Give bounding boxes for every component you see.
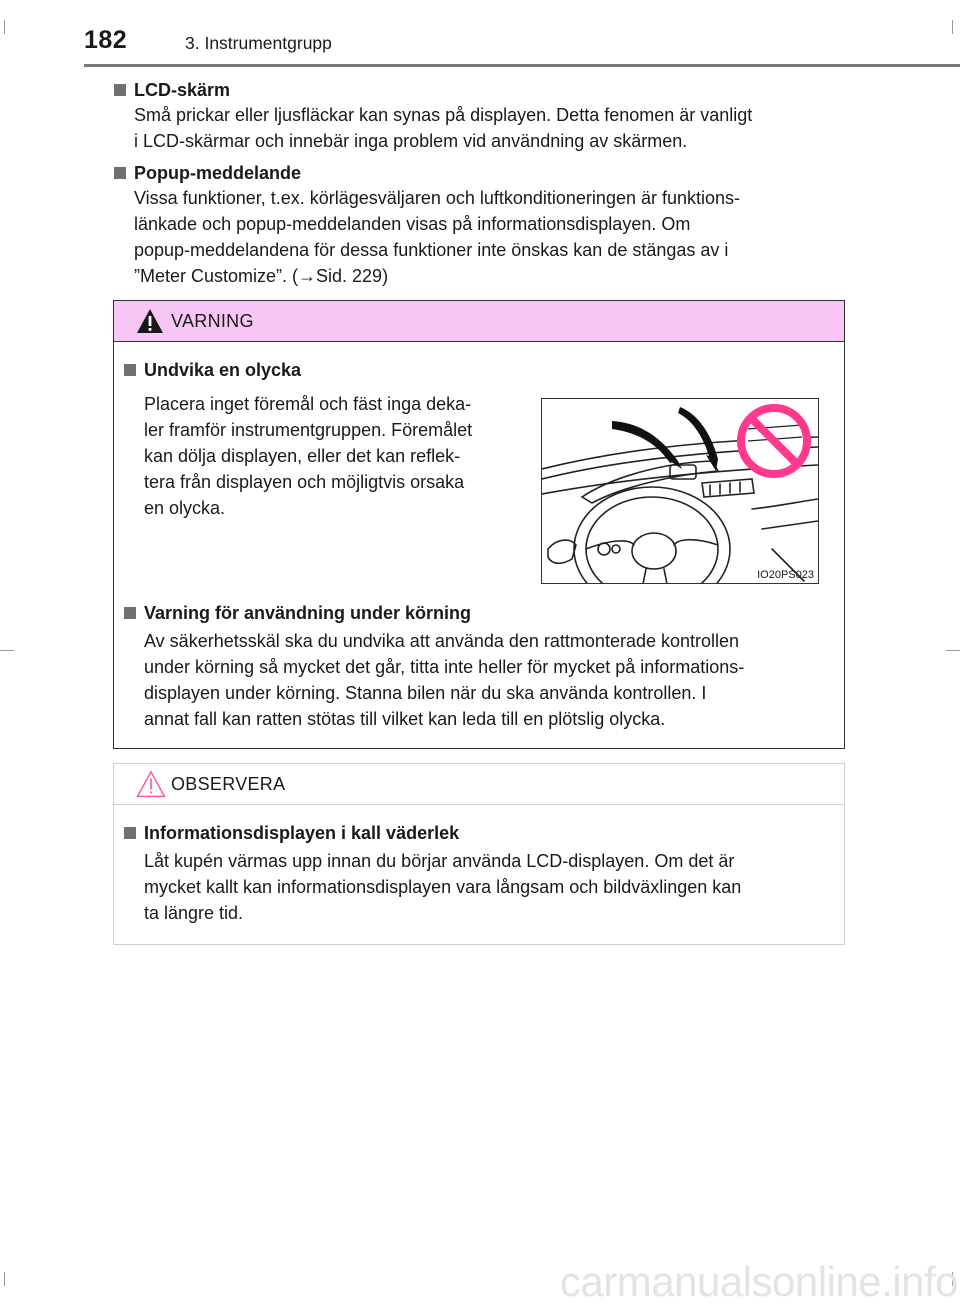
section-body xyxy=(134,102,826,154)
warning-box xyxy=(113,300,845,749)
body-line: Låt kupén värmas upp innan du börjar använda LCD-displayen. Om det är xyxy=(144,851,735,871)
body-line: displayen under körning. Stanna bilen när du ska använda kontrollen. I xyxy=(144,683,707,703)
warning-header xyxy=(114,301,844,342)
page-number: 182 xyxy=(84,26,128,54)
item-heading xyxy=(124,358,828,382)
notice-box xyxy=(113,763,845,945)
caution-triangle-icon xyxy=(136,770,166,798)
body-line: länkade och popup-meddelanden visas på informationsdisplayen. Om xyxy=(134,214,691,234)
body-line: annat fall kan ratten stötas till vilket kan leda till en plötslig olycka. xyxy=(144,709,666,729)
item-body xyxy=(144,628,828,732)
bullet-square-icon xyxy=(114,84,126,96)
body-line: popup-meddelandena för dessa funktioner inte önskas kan de stängas av i xyxy=(134,240,729,260)
item-body xyxy=(144,391,520,521)
watermark: carmanualsonline.info xyxy=(559,1258,958,1305)
section-popup xyxy=(114,161,826,289)
body-line: i LCD-skärmar och innebär inga problem vid användning av skärmen. xyxy=(134,131,688,151)
bullet-square-icon xyxy=(124,364,136,376)
body-line: ler framför instrumentgruppen. Föremålet xyxy=(144,420,473,440)
bullet-square-icon xyxy=(114,167,126,179)
section-title: LCD-skärm xyxy=(134,80,231,100)
body-line: Placera inget föremål och fäst inga deka- xyxy=(144,394,472,414)
warning-item-driving xyxy=(124,601,828,732)
body-line: under körning så mycket det går, titta inte heller för mycket på informations- xyxy=(144,657,745,677)
body-line: Små prickar eller ljusfläckar kan synas på displayen. Detta fenomen är vanligt xyxy=(134,105,753,125)
notice-title: OBSERVERA xyxy=(171,774,286,794)
section-lcd xyxy=(114,78,826,154)
body-line: ta längre tid. xyxy=(144,903,244,923)
page-header xyxy=(84,26,960,62)
body-line: tera från displayen och möjligtvis orsaka xyxy=(144,472,465,492)
item-heading xyxy=(124,821,828,845)
warning-triangle-icon xyxy=(136,308,164,334)
crop-mark xyxy=(4,20,5,34)
item-title: Varning för användning under körning xyxy=(144,603,472,623)
body-line: kan dölja displayen, eller det kan reflek- xyxy=(144,446,461,466)
illustration-code: IO20PS023 xyxy=(757,569,814,581)
crop-mark xyxy=(4,1272,5,1286)
section-heading xyxy=(114,161,826,185)
notice-header xyxy=(114,764,844,805)
body-line: Av säkerhetsskäl ska du undvika att använda den rattmonterade kontrollen xyxy=(144,631,740,651)
body-line: mycket kallt kan informationsdisplayen vara långsam och bildväxlingen kan xyxy=(144,877,742,897)
header-rule xyxy=(84,64,960,67)
chapter-title: 3. Instrumentgrupp xyxy=(185,33,332,53)
bullet-square-icon xyxy=(124,607,136,619)
crop-mark xyxy=(946,650,960,651)
item-title: Undvika en olycka xyxy=(144,360,302,380)
dashboard-drawing xyxy=(542,399,818,583)
body-line: Vissa funktioner, t.ex. körlägesväljaren och luftkonditioneringen är funktions- xyxy=(134,188,741,208)
crop-mark xyxy=(0,650,14,651)
body-line: en olycka. xyxy=(144,498,226,518)
warning-title: VARNING xyxy=(171,311,254,331)
item-heading xyxy=(124,601,828,625)
bullet-square-icon xyxy=(124,827,136,839)
section-title: Popup-meddelande xyxy=(134,163,302,183)
notice-item-cold xyxy=(124,821,828,926)
prohibition-icon xyxy=(738,405,810,477)
item-title: Informationsdisplayen i kall väderlek xyxy=(144,823,460,843)
section-heading xyxy=(114,78,826,102)
section-body xyxy=(134,185,826,289)
body-line: ”Meter Customize”. (→Sid. 229) xyxy=(134,266,389,286)
item-body xyxy=(144,848,828,926)
dashboard-illustration xyxy=(541,398,819,584)
